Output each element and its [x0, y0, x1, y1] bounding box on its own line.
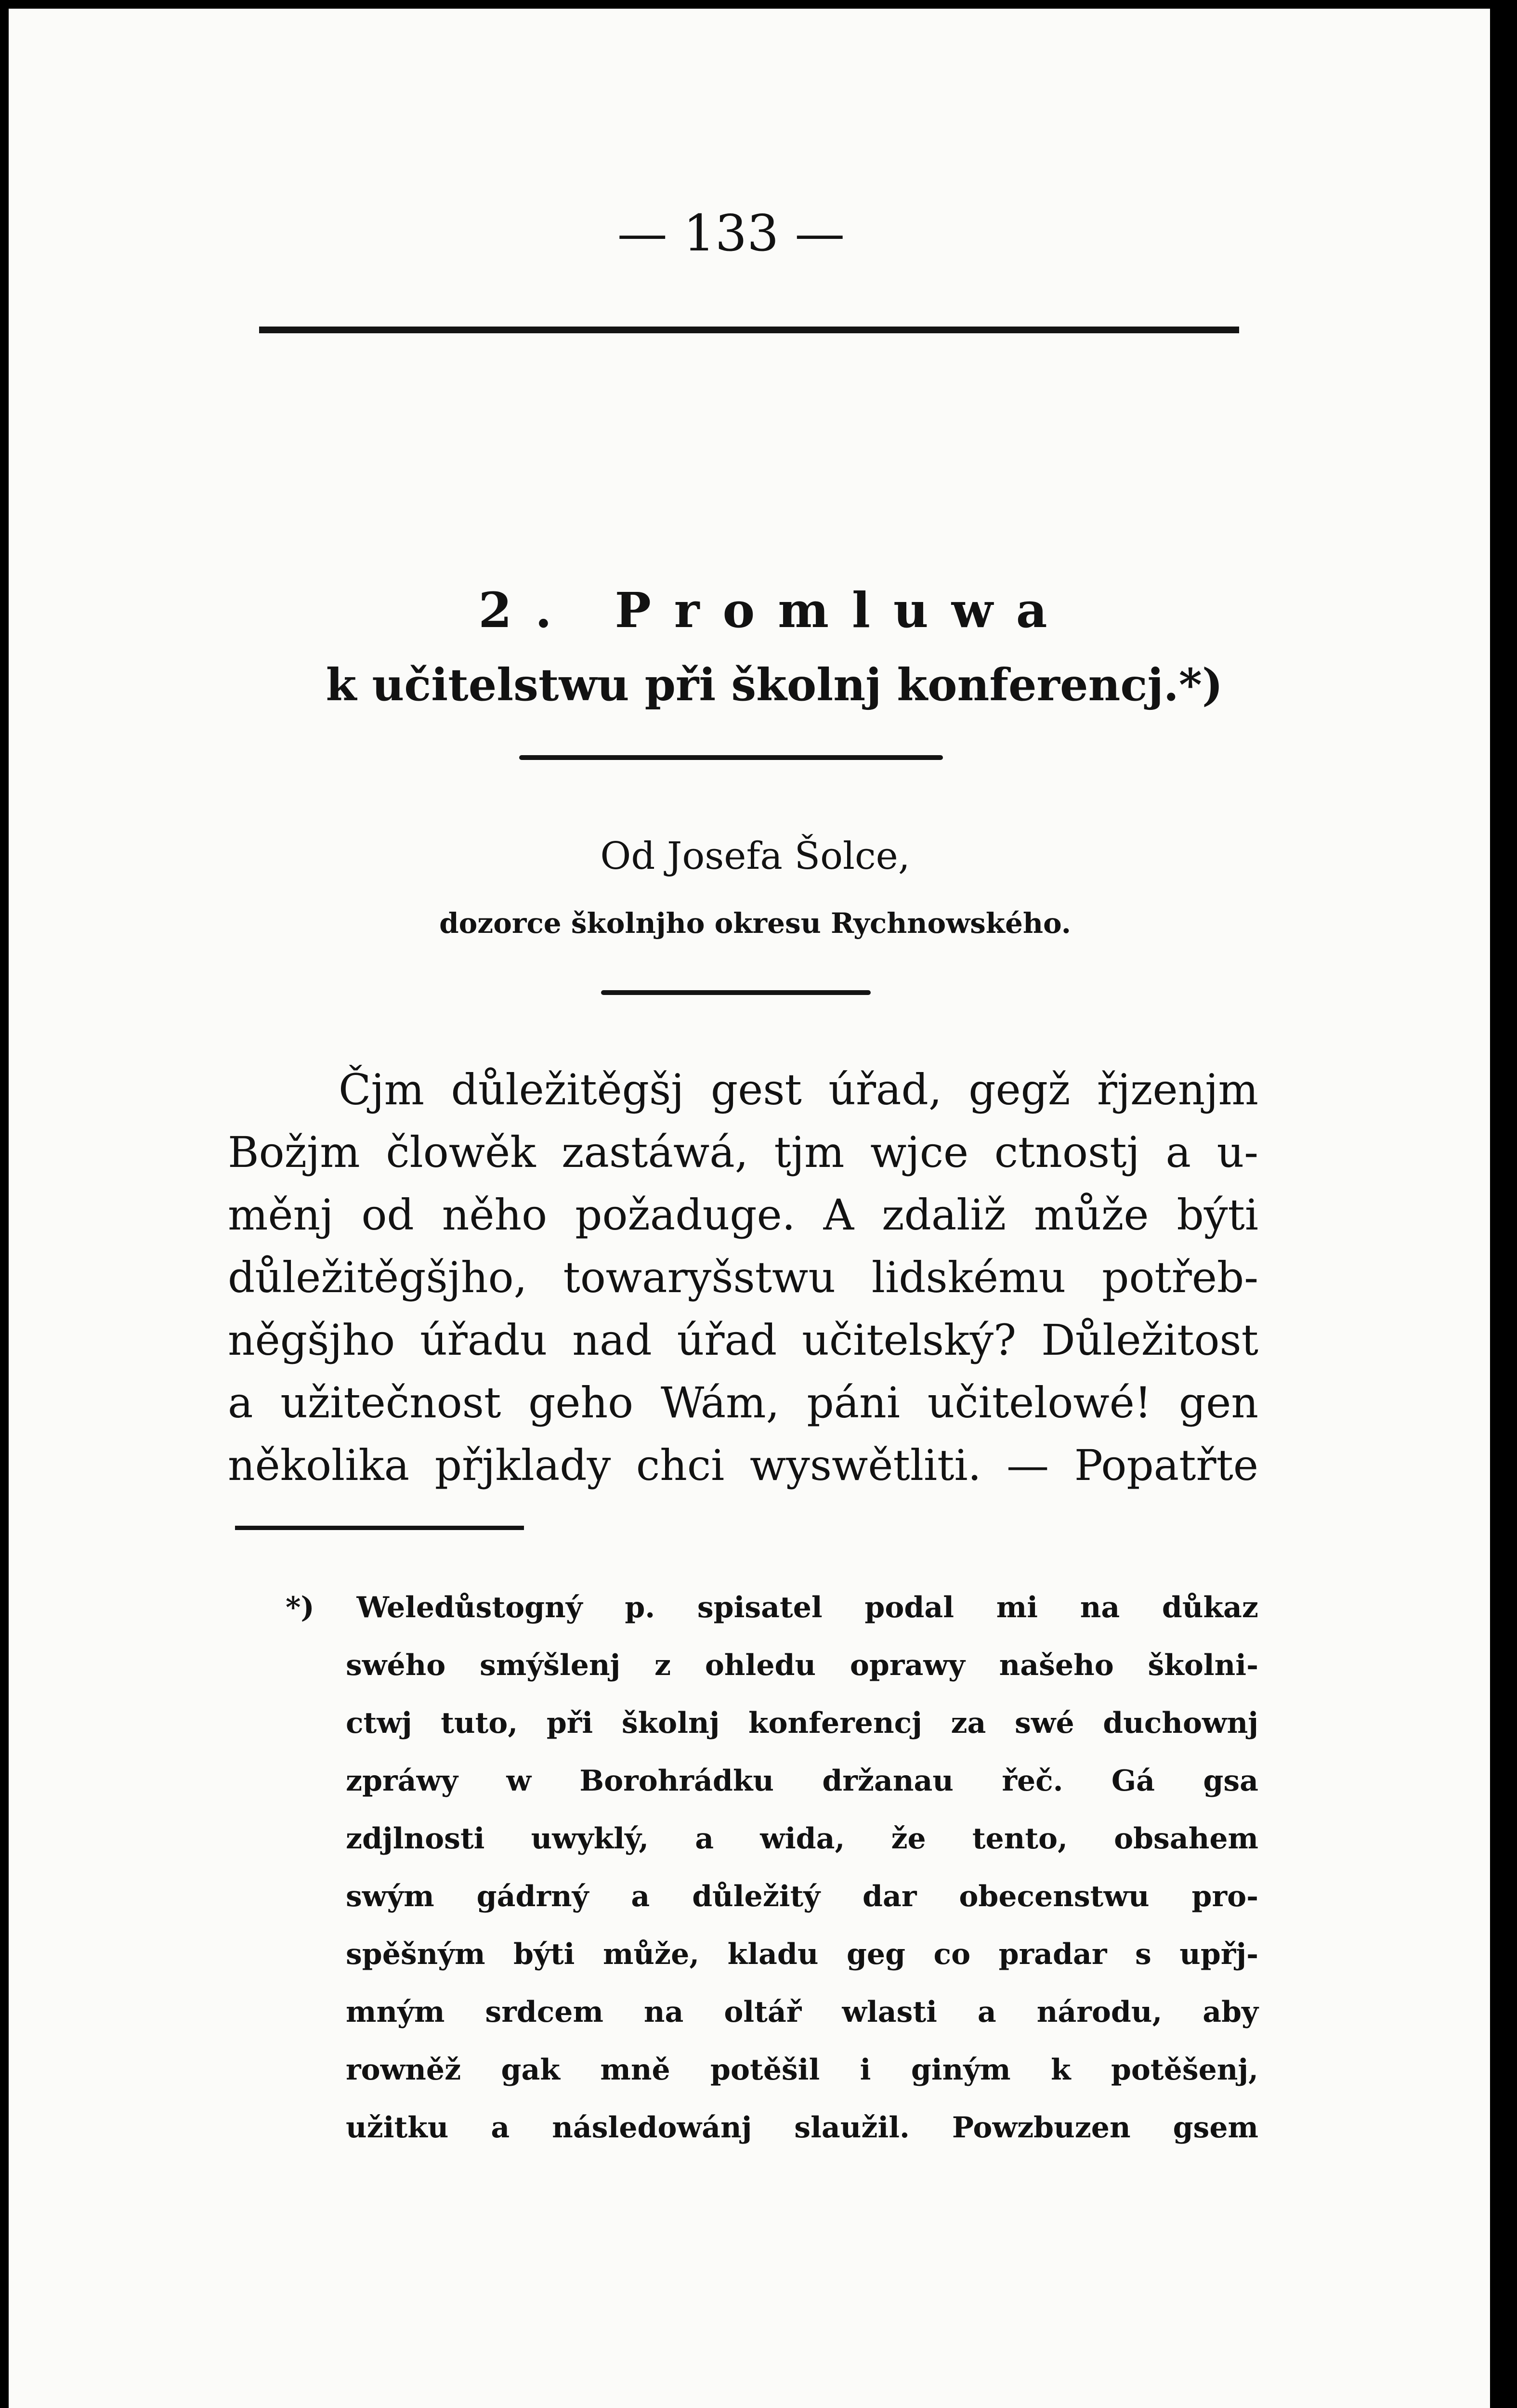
- body-line: několika přjklady chci wyswětliti. — Popatřte: [228, 1440, 1258, 1490]
- footnote-line: ctwj tuto, při školnj konferencj za swé duchownj: [346, 1706, 1258, 1740]
- author-name: Od Josefa Šolce,: [600, 835, 910, 878]
- footnote-line: *) Weledůstogný p. spisatel podal mi na důkaz: [286, 1591, 1258, 1624]
- footnote-line: swým gádrný a důležitý dar obecenstwu pro-: [346, 1880, 1258, 1913]
- body-line: Čjm důležitěgšj gest úřad, gegž řjzenjm: [339, 1065, 1258, 1114]
- body-paragraph: [228, 1059, 1258, 1497]
- title-separator: [519, 755, 943, 760]
- body-line: Božjm člowěk zastáwá, tjm wjce ctnostj a u-: [228, 1127, 1258, 1177]
- body-line: a užitečnost geho Wám, páni učitelowé! gen: [228, 1378, 1258, 1427]
- header-rule: [259, 327, 1239, 333]
- footnote-rule: [235, 1526, 524, 1530]
- footnote-line: mným srdcem na oltář wlasti a národu, aby: [346, 1995, 1258, 2029]
- footnote: [286, 1579, 1258, 2157]
- body-line: něgšjho úřadu nad úřad učitelský? Důležitost: [228, 1315, 1258, 1365]
- page-number: — 133 —: [617, 204, 845, 262]
- footnote-line: zpráwy w Borohrádku držanau řeč. Gá gsa: [346, 1764, 1258, 1798]
- author-role: dozorce školnjho okresu Rychnowského.: [439, 907, 1071, 940]
- footnote-line: rowněž gak mně potěšil i giným k potěšenj,: [346, 2053, 1258, 2087]
- footnote-line: spěšným býti může, kladu geg co pradar s upřj-: [346, 1937, 1258, 1971]
- book-page: [9, 9, 1497, 2408]
- footnote-line: zdjlnosti uwyklý, a wida, že tento, obsahem: [346, 1822, 1258, 1856]
- body-line: měnj od něho požaduge. A zdaliž může býti: [228, 1190, 1258, 1240]
- section-title: 2. Promluwa: [478, 582, 1071, 639]
- body-line: důležitěgšjho, towaryšstwu lidskému potřeb-: [228, 1253, 1258, 1302]
- footnote-line: swého smýšlenj z ohledu oprawy našeho školni-: [346, 1649, 1258, 1682]
- scan-edge: [1490, 9, 1497, 2408]
- author-separator: [601, 990, 871, 995]
- section-subtitle: k učitelstwu při školnj konferencj.*): [326, 659, 1223, 711]
- footnote-line: užitku a následowánj slaužil. Powzbuzen gsem: [346, 2111, 1258, 2145]
